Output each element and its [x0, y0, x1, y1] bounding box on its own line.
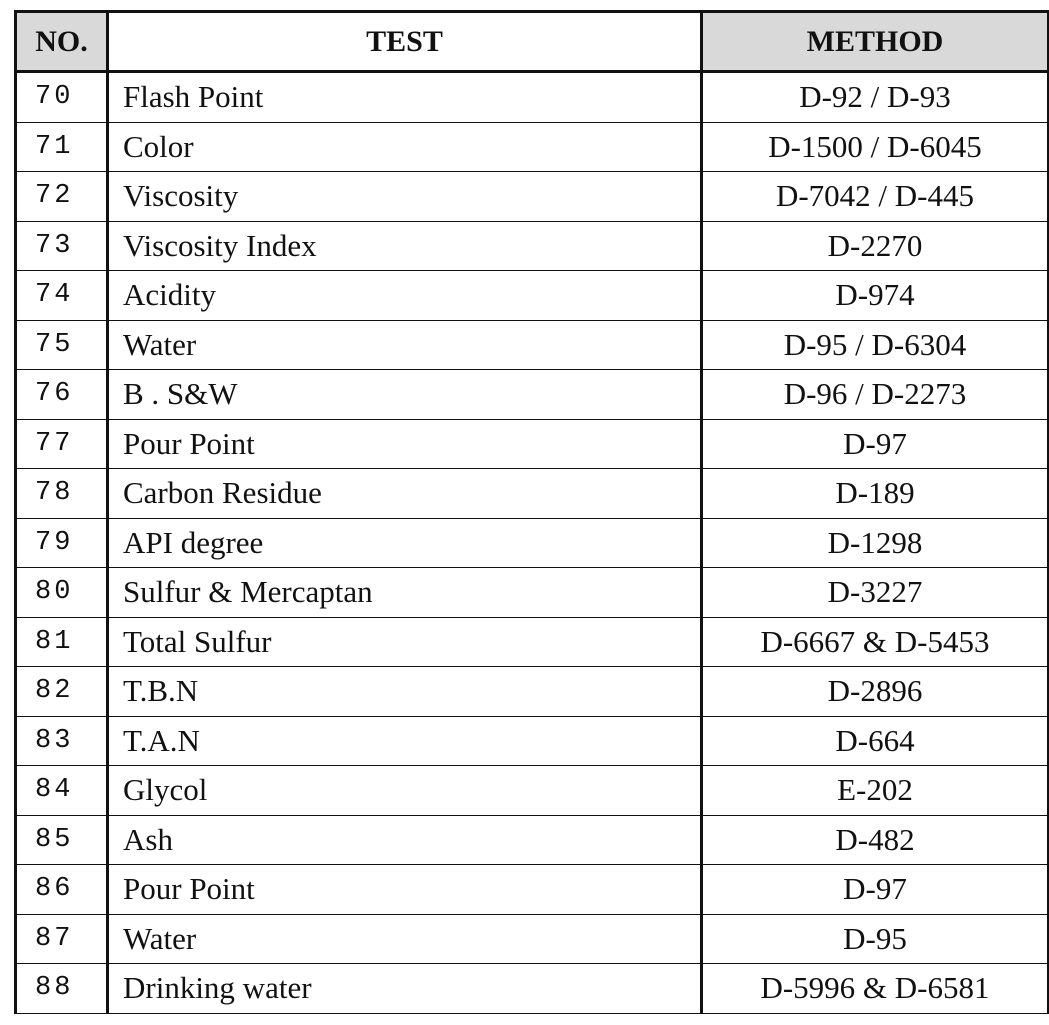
method-code: D-7042 / D-445 [702, 172, 1049, 222]
test-name: Ash [108, 815, 702, 865]
method-code: D-96 / D-2273 [702, 370, 1049, 420]
method-code: D-6667 & D-5453 [702, 617, 1049, 667]
row-number: 79 [16, 518, 108, 568]
test-name: Glycol [108, 766, 702, 816]
method-code: D-97 [702, 865, 1049, 915]
table-row [16, 716, 1049, 766]
row-number: 74 [16, 271, 108, 321]
test-name: Drinking water [108, 964, 702, 1014]
row-number: 71 [16, 122, 108, 172]
method-code: D-97 [702, 419, 1049, 469]
table-row [16, 964, 1049, 1014]
table-row [16, 122, 1049, 172]
test-name: Viscosity [108, 172, 702, 222]
test-name: T.A.N [108, 716, 702, 766]
row-number: 88 [16, 964, 108, 1014]
test-name: Color [108, 122, 702, 172]
table-row [16, 320, 1049, 370]
table-row [16, 815, 1049, 865]
row-number: 78 [16, 469, 108, 519]
table-row [16, 271, 1049, 321]
table-row [16, 667, 1049, 717]
row-number: 82 [16, 667, 108, 717]
test-name: API degree [108, 518, 702, 568]
row-number: 72 [16, 172, 108, 222]
row-number: 83 [16, 716, 108, 766]
header-method: METHOD [702, 12, 1049, 72]
table-row [16, 865, 1049, 915]
row-number: 77 [16, 419, 108, 469]
method-code: D-2270 [702, 221, 1049, 271]
row-number: 73 [16, 221, 108, 271]
row-number: 76 [16, 370, 108, 420]
method-code: E-202 [702, 766, 1049, 816]
row-number: 80 [16, 568, 108, 618]
table-row [16, 568, 1049, 618]
table-row [16, 617, 1049, 667]
header-row [16, 12, 1049, 72]
test-name: B . S&W [108, 370, 702, 420]
table-body [16, 72, 1049, 1014]
table-row [16, 172, 1049, 222]
row-number: 81 [16, 617, 108, 667]
method-code: D-3227 [702, 568, 1049, 618]
test-name: Flash Point [108, 72, 702, 123]
header-test: TEST [108, 12, 702, 72]
method-code: D-189 [702, 469, 1049, 519]
test-name: Viscosity Index [108, 221, 702, 271]
method-code: D-974 [702, 271, 1049, 321]
method-code: D-482 [702, 815, 1049, 865]
method-code: D-664 [702, 716, 1049, 766]
test-name: Pour Point [108, 419, 702, 469]
test-name: Total Sulfur [108, 617, 702, 667]
table-row [16, 419, 1049, 469]
row-number: 75 [16, 320, 108, 370]
row-number: 85 [16, 815, 108, 865]
test-name: Acidity [108, 271, 702, 321]
header-no: NO. [16, 12, 108, 72]
test-name: T.B.N [108, 667, 702, 717]
table-header [16, 12, 1049, 72]
table-row [16, 221, 1049, 271]
table-row [16, 518, 1049, 568]
row-number: 70 [16, 72, 108, 123]
method-code: D-95 [702, 914, 1049, 964]
row-number: 84 [16, 766, 108, 816]
table-row [16, 72, 1049, 123]
test-name: Water [108, 320, 702, 370]
row-number: 86 [16, 865, 108, 915]
test-method-table [14, 10, 1049, 1014]
test-name: Sulfur & Mercaptan [108, 568, 702, 618]
test-name: Pour Point [108, 865, 702, 915]
row-number: 87 [16, 914, 108, 964]
table-row [16, 370, 1049, 420]
method-code: D-5996 & D-6581 [702, 964, 1049, 1014]
method-code: D-2896 [702, 667, 1049, 717]
table-row [16, 469, 1049, 519]
test-name: Water [108, 914, 702, 964]
method-code: D-95 / D-6304 [702, 320, 1049, 370]
table-row [16, 914, 1049, 964]
method-code: D-1298 [702, 518, 1049, 568]
method-code: D-92 / D-93 [702, 72, 1049, 123]
method-code: D-1500 / D-6045 [702, 122, 1049, 172]
test-name: Carbon Residue [108, 469, 702, 519]
table-row [16, 766, 1049, 816]
